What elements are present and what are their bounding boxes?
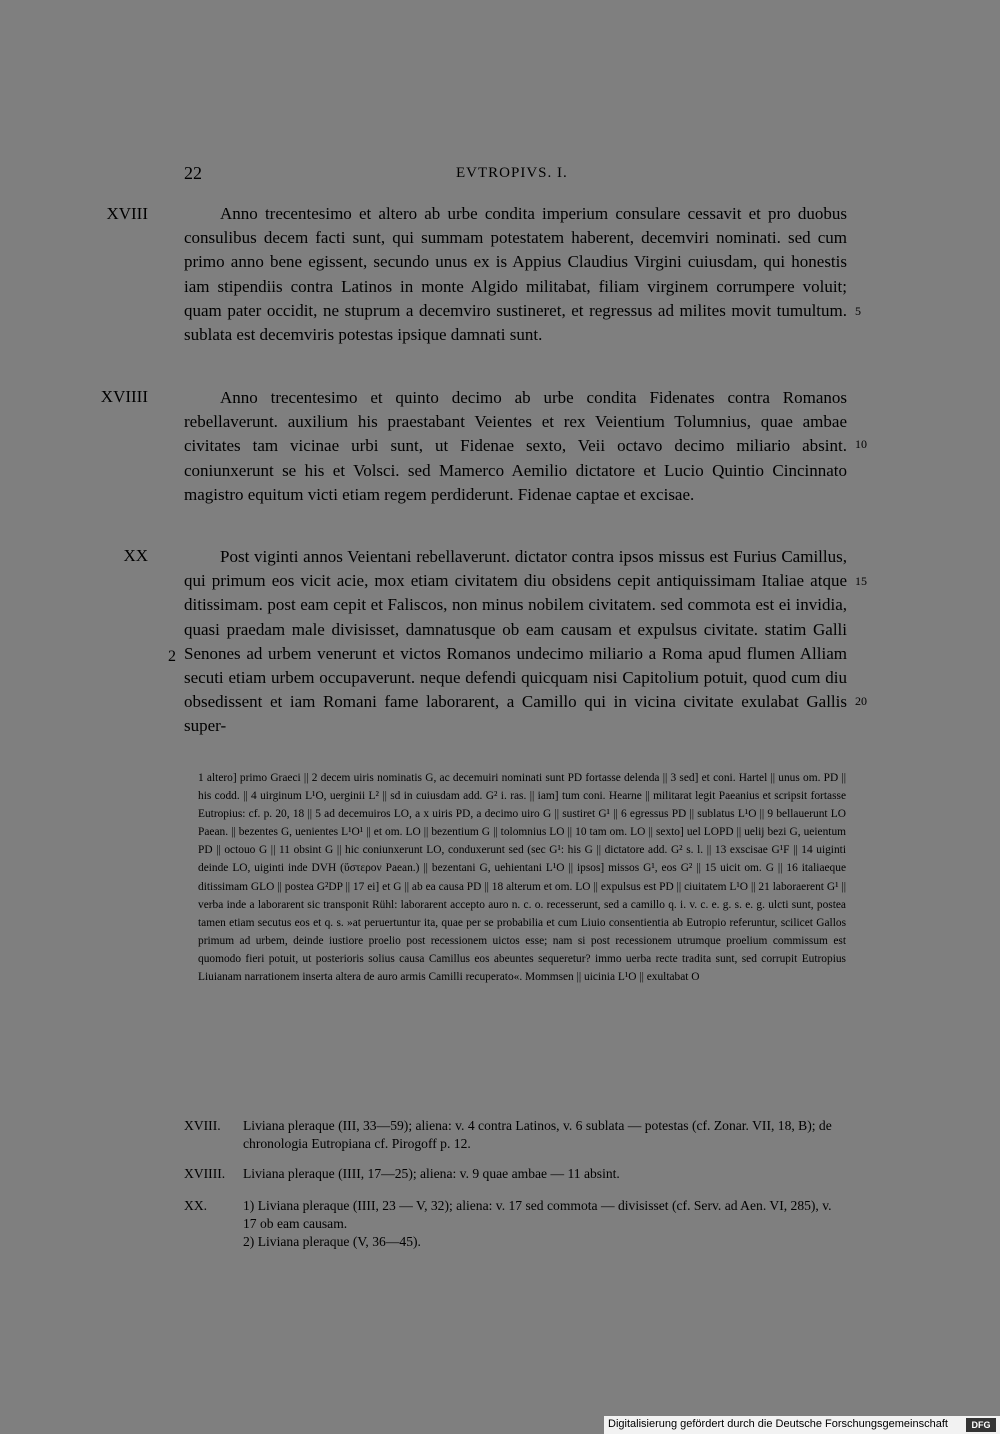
source-label: XX. xyxy=(184,1198,208,1213)
chapter-number: XX xyxy=(123,546,148,565)
chapter-text: Anno trecentesimo et quinto decimo ab urbe condita Fidenates contra Romanos rebellaverunt. auxilium his praestabant Veientes et rex Veientium Tolumnius, quae ambae civitates tam vicinae urbi sunt, ut Fidenae sexto, Veii octavo decimo miliario absint. coniunxerunt se his et Volsci. sed Mamerco Aemilio dictatore et Lucio Quintio Cincinnato magistro equitum victi etiam regem perdiderunt. Fidenae captae et excisae. xyxy=(184,388,847,504)
chapter-number: XVIII xyxy=(106,204,148,223)
chapter-text: Post viginti annos Veientani rebellaverunt. dictator contra ipsos missus est Furius Camillus, qui primum eos vicit acie, mox etiam civitatem diu obsidens cepit antiquissimam Italiae atque ditissimam. post eam cepit et Faliscos, non minus nobilem civitatem. sed commota est ei invidia, quasi praedam male divisisset, damnatusque ob eam causam et expulsus civitate. statim Galli Senones ad urbem venerunt et victos Romanos undecimo miliario a Roma apud flumen Alliam secuti etiam urbem occupaverunt. neque defendi quicquam nisi Capitolium potuit, quod cum diu obsedissent et iam Romani fame laborarent, a Camillo qui in vicina civitate exulabat Gallis super- xyxy=(184,547,847,736)
line-number: 5 xyxy=(855,304,861,318)
subsection-number: 2 xyxy=(168,648,176,665)
running-header xyxy=(0,163,1000,187)
source-text: Liviana pleraque (III, 33—59); aliena: v. 4 contra Latinos, v. 6 sublata — potestas (cf. Zonar. VII, 18, B); de chronologia Eutropiana cf. Pirogoff p. 12. xyxy=(243,1118,832,1152)
critical-apparatus: 1 altero] primo Graeci || 2 decem uiris nominatis G, ac decemuiri nominati sunt PD fortasse delenda || 3 sed] et coni. Hartel || unus om. PD || his codd. || 4 uirginum L¹O, uerginii L² || sd in cuiusdam add. G² i. ras. || iam] tum coni. Hearne || militarat legit Paeanius et scripsit fortasse Eutropius: cf. p. 20, 18 || 5 ad decemuiros LO, a x uiris PD, a decimo uiro G || sustiret G¹ || 6 egressus PD || sublatus L¹O || 9 bellauerunt LO Paean. || bezentes G, uenientes L¹O¹ || et om. LO || bezentium G || tolomnius LO || 10 tam om. LO || sexto] uel LOPD || uelij bezi G, ueientum PD || octouo G || 11 obsint G || hic coniunxerunt LO, conduxerunt sed (sec G¹: his G || dictatore add. G² s. l. || 13 exscisae G¹F || 14 uiginti deinde LO, uiginti inde DVH (ὕστερον Paean.) || bezentani G, uehientani L¹O || ipsos] missos G¹, eos G² || 15 uicit om. G || 16 italiaeque ditissimam GLO || postea G²DP || 17 ei] et G || ab ea causa PD || 18 alterum et om. LO || expulsus est PD || ciuitatem L¹O || 21 laboraerent G¹ || verba inde a laborarent sic transponit Rühl: laborarent accepto auro n. c. o. recesserunt, sed a camillo q. i. v. c. e. g. s. e. g. ulcti sunt, postea tamen etiam secutus eos et q. s. »at peruertuntur ita, quae per se probabilia et cum Liuio consentientia ab Eutropio referuntur, scilicet Gallos primum ad urbem, deinde iustiore proelio post recessionem uictos esse; nam si post recessionem utrumque proelium commissum est quomodo fieri potuit, ut posterioris solius causa Camillus eos abeuntes sequeretur? immo uerba recte tradita sunt, sed corrupit Eutropius Liuianam narrationem inserta altera de auro armis Camilli recuperato«. Mommsen || uicinia L¹O || exultabat O xyxy=(198,772,846,984)
chapter-number: XVIIII xyxy=(100,387,148,406)
footer-text: Digitalisierung gefördert durch die Deutsche Forschungsgemeinschaft xyxy=(608,1418,948,1430)
page-number: 22 xyxy=(184,163,202,183)
source-text: Liviana pleraque (IIII, 17—25); aliena: v. 9 quae ambae — 11 absint. xyxy=(243,1166,620,1181)
running-title: EVTROPIVS. I. xyxy=(456,165,568,181)
source-label: XVIII. xyxy=(184,1118,221,1133)
source-label: XVIIII. xyxy=(184,1166,226,1181)
source-text: 2) Liviana pleraque (V, 36—45). xyxy=(243,1234,421,1249)
line-number: 15 xyxy=(855,574,867,588)
dfg-footer xyxy=(604,1416,1000,1434)
line-number: 20 xyxy=(855,694,867,708)
line-number: 10 xyxy=(855,437,867,451)
dfg-logo: DFG xyxy=(966,1418,996,1432)
source-text: 1) Liviana pleraque (IIII, 23 — V, 32); aliena: v. 17 sed commota — divisisset (cf. Serv. ad Aen. VI, 285), v. 17 ob eam causam. xyxy=(243,1198,832,1232)
chapter-text: Anno trecentesimo et altero ab urbe condita imperium consulare cessavit et pro duobus consulibus decem facti sunt, qui summam potestatem haberent, decemviri nominati. sed cum primo anno bene egissent, secundo unus ex is Appius Claudius Virgini cuiusdam, qui honestis iam stipendiis contra Latinos in monte Algido militabat, filiam virginem corrumpere voluit; quam pater occidit, ne stuprum a decemviro sustineret, et regressus ad milites movit tumultum. sublata est decemviris potestas ipsique damnati sunt. xyxy=(184,204,847,345)
